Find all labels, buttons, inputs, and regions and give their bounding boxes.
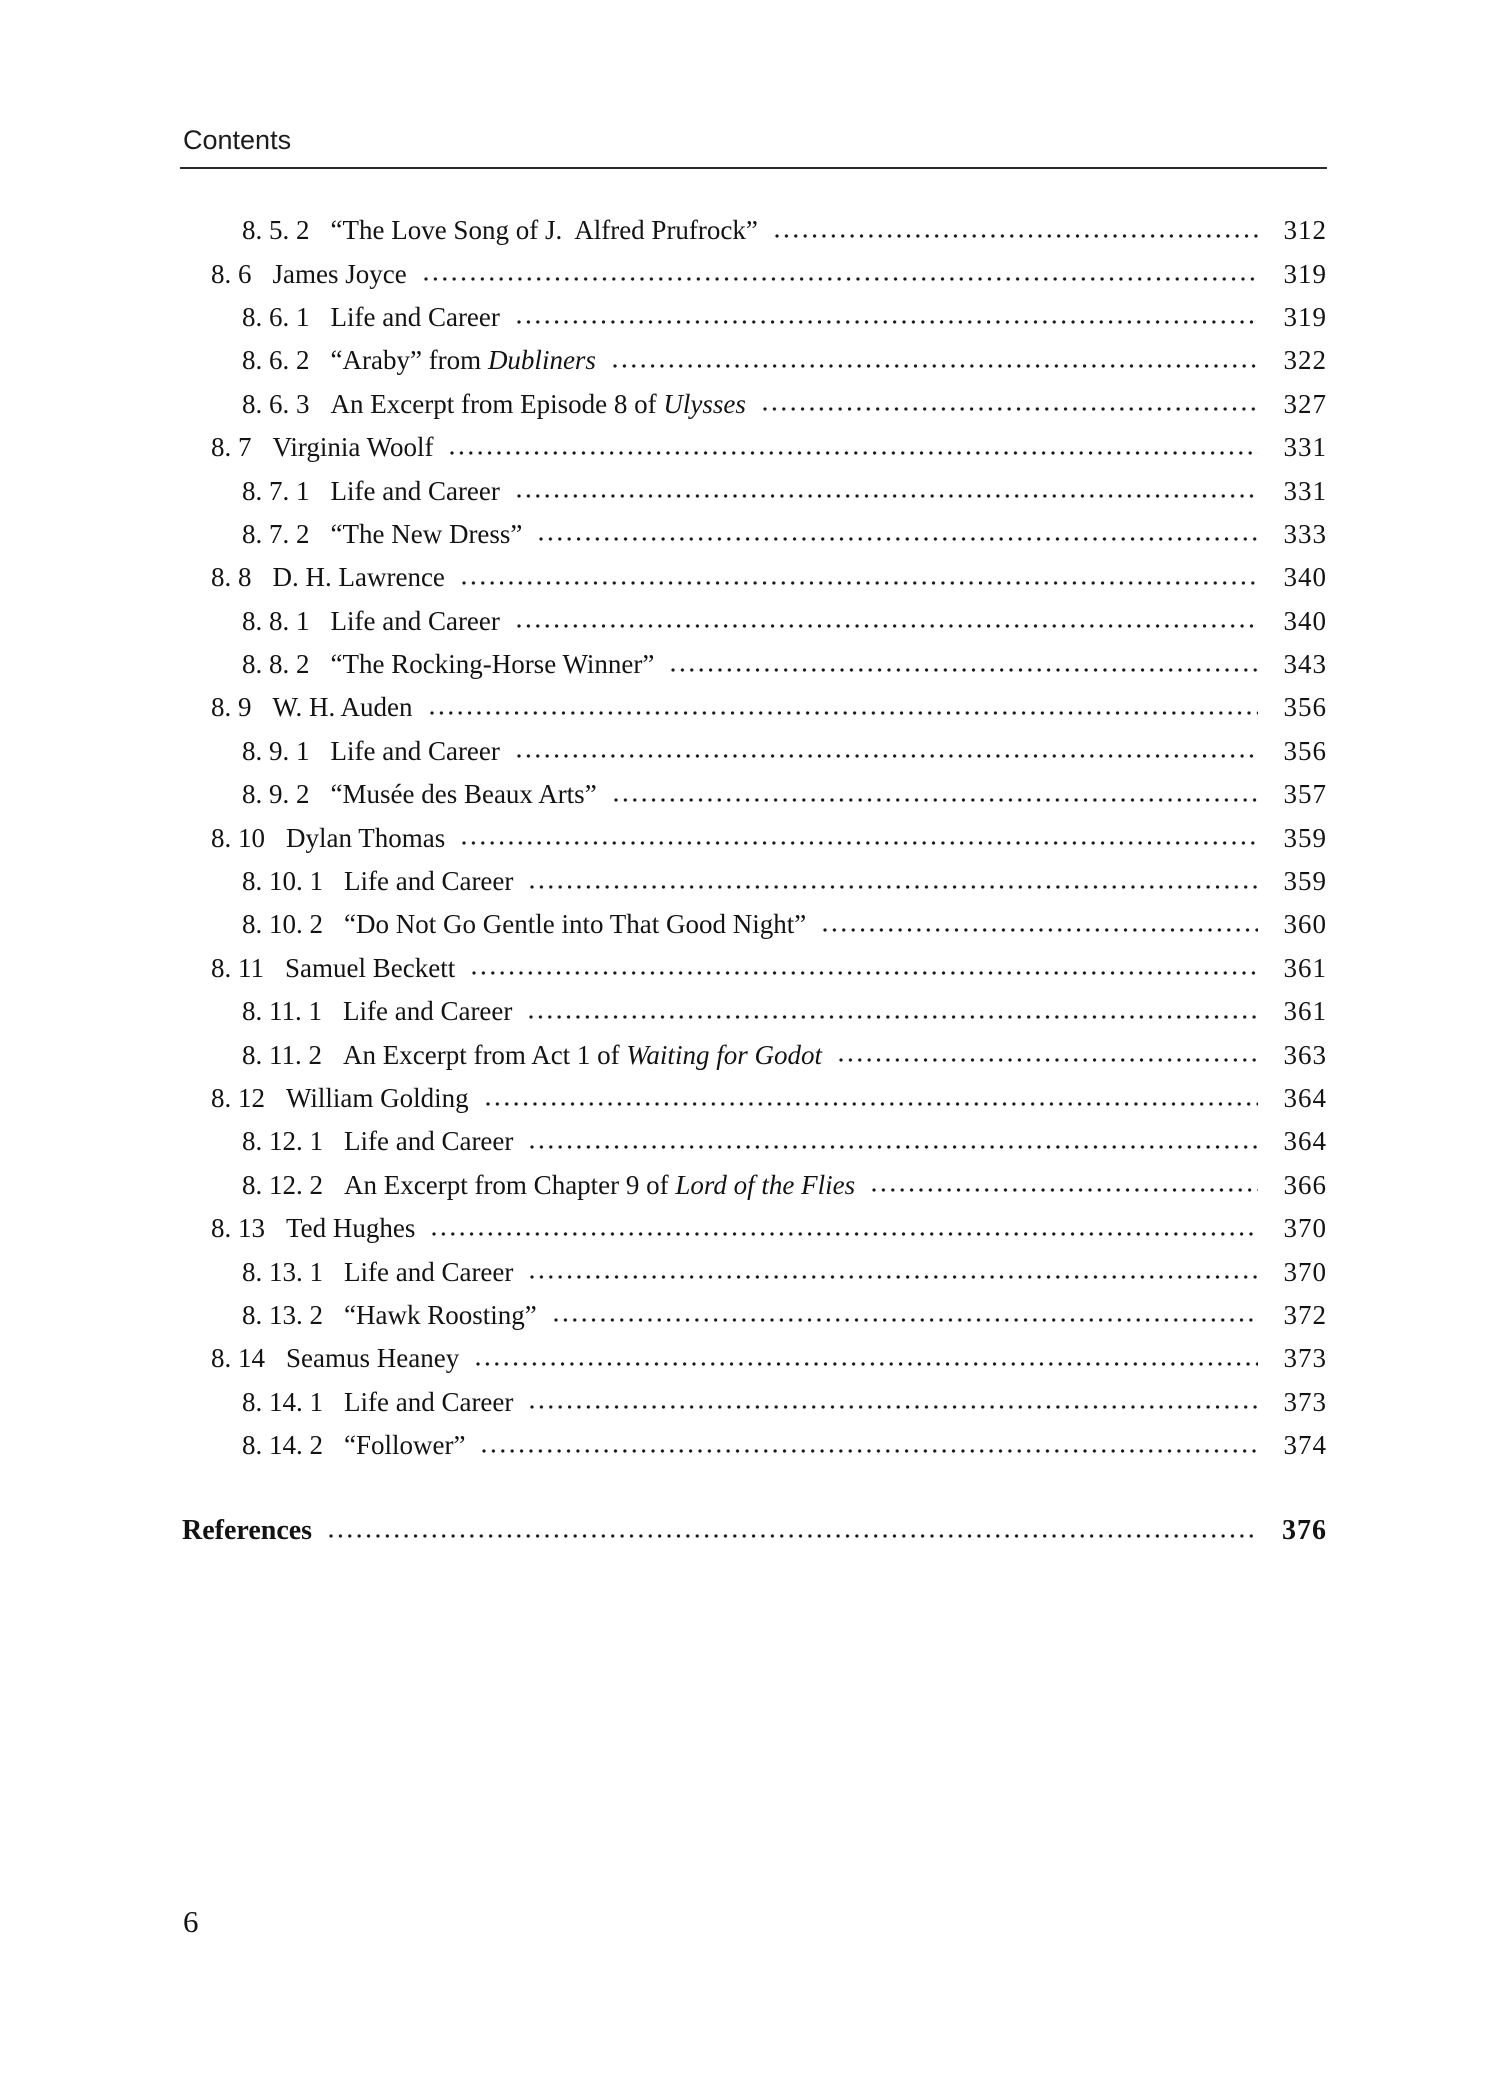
- entry-number: 8. 9: [211, 692, 252, 723]
- entry-page-number: 319: [1283, 301, 1327, 332]
- entry-number: 8. 11. 1: [242, 996, 322, 1027]
- entry-number: 8. 9. 2: [242, 779, 310, 810]
- entry-title-text: Life and Career: [344, 1126, 514, 1157]
- dot-leader: [517, 320, 1258, 324]
- entry-page-number: 364: [1283, 1126, 1327, 1157]
- toc-entry: [180, 426, 1327, 469]
- entry-title-text: Life and Career: [330, 301, 500, 332]
- dot-leader: [430, 711, 1259, 715]
- entry-page-number: 356: [1283, 735, 1327, 766]
- dot-leader: [613, 364, 1258, 368]
- entry-title-text: William Golding: [286, 1083, 469, 1113]
- entry-number: 8. 14. 2: [242, 1430, 323, 1461]
- entry-page-number: 322: [1283, 345, 1327, 376]
- entry-number: 8. 6. 2: [242, 345, 310, 376]
- dot-leader: [329, 1534, 1258, 1538]
- entry-title: [273, 564, 445, 591]
- entry-title-text: Life and Career: [344, 1256, 514, 1287]
- entry-page-number: 359: [1283, 866, 1327, 897]
- entry-number: 8. 13. 2: [242, 1299, 323, 1330]
- toc-entry: [180, 773, 1327, 816]
- entry-title-italic-part: Waiting for Godot: [626, 1039, 822, 1070]
- entry-title: [330, 735, 500, 766]
- entry-number: 8. 6: [211, 258, 252, 289]
- entry-title: [344, 911, 806, 938]
- entry-title-text: Life and Career: [344, 1386, 514, 1417]
- dot-leader: [823, 928, 1258, 932]
- toc-entry: [180, 1033, 1327, 1076]
- toc-entry: [180, 730, 1327, 773]
- toc-entry-references: [180, 1509, 1327, 1552]
- entry-title-text: Virginia Woolf: [272, 432, 434, 463]
- entry-number: 8. 11. 2: [242, 1039, 322, 1070]
- toc-entry: [180, 383, 1327, 426]
- entry-number: 8. 14. 1: [242, 1386, 323, 1417]
- dot-leader: [614, 798, 1258, 802]
- entry-number: 8. 8: [211, 562, 252, 593]
- entry-number: 8. 10. 2: [242, 909, 323, 940]
- entry-page-number: 372: [1283, 1299, 1327, 1330]
- entry-title-text: An Excerpt from Chapter 9 of: [344, 1169, 676, 1200]
- dot-leader: [775, 234, 1258, 238]
- entry-title: [344, 1432, 465, 1459]
- toc-entry: [180, 686, 1327, 729]
- entry-page-number: 373: [1283, 1343, 1327, 1374]
- toc-entry: [180, 1207, 1327, 1250]
- entry-page-number: 327: [1283, 388, 1327, 419]
- toc-entry: [180, 1337, 1327, 1380]
- entry-title: [273, 434, 434, 461]
- entry-title-text: “Araby” from: [330, 345, 488, 376]
- dot-leader: [839, 1058, 1258, 1062]
- entry-number: 8. 6. 1: [242, 301, 310, 332]
- entry-number: 8. 7. 2: [242, 518, 310, 549]
- entry-title-text: Life and Career: [343, 996, 513, 1027]
- entry-page-number: 331: [1283, 475, 1327, 506]
- toc-entry: [180, 1381, 1327, 1424]
- entry-page-number: 363: [1283, 1039, 1327, 1070]
- entry-title-text: “The Love Song of J. Alfred Prufrock”: [330, 215, 758, 246]
- toc-entry: [180, 1077, 1327, 1120]
- entry-title-text: “Follower”: [344, 1430, 466, 1461]
- entry-number: 8. 7. 1: [242, 475, 310, 506]
- header-rule: [180, 167, 1327, 169]
- entry-number: 8. 8. 1: [242, 605, 310, 636]
- entry-title-text: “Do Not Go Gentle into That Good Night”: [344, 909, 807, 940]
- entry-title: [330, 388, 746, 419]
- entry-page-number: 340: [1283, 605, 1327, 636]
- entry-title: [182, 1517, 312, 1545]
- entry-title: [344, 1256, 514, 1287]
- entry-title: [331, 217, 758, 244]
- entry-title-text: An Excerpt from Act 1 of: [343, 1039, 627, 1070]
- entry-title-text: “Hawk Roosting”: [344, 1299, 537, 1330]
- toc-entry: [180, 947, 1327, 990]
- dot-leader: [529, 1015, 1258, 1019]
- entry-number: 8. 14: [211, 1343, 265, 1374]
- entry-number: 8. 7: [211, 432, 252, 463]
- page-number: 6: [183, 1904, 199, 1939]
- toc-entry: [180, 860, 1327, 903]
- dot-leader: [482, 1449, 1258, 1453]
- dot-leader: [517, 494, 1258, 498]
- toc-entry: [180, 903, 1327, 946]
- entry-number: 8. 13. 1: [242, 1256, 323, 1287]
- entry-title: [343, 1039, 822, 1070]
- toc-list: [180, 209, 1327, 1553]
- toc-entry: [180, 1250, 1327, 1293]
- entry-title: [286, 1345, 459, 1372]
- toc-entry: [180, 339, 1327, 382]
- entry-title-text: Life and Career: [330, 605, 500, 636]
- entry-title-italic-part: Dubliners: [487, 345, 596, 376]
- toc-entry: [180, 1424, 1327, 1467]
- entry-page-number: 333: [1283, 518, 1327, 549]
- entry-page-number: 340: [1283, 562, 1327, 593]
- entry-title-text: Dylan Thomas: [286, 822, 446, 853]
- toc-entry: [180, 600, 1327, 643]
- entry-page-number: 331: [1283, 432, 1327, 463]
- dot-leader: [530, 1145, 1258, 1149]
- entry-title-text: Life and Career: [330, 475, 500, 506]
- entry-title-text: “The New Dress”: [330, 518, 523, 549]
- entry-title: [331, 347, 596, 374]
- entry-title-text: James Joyce: [272, 258, 407, 289]
- entry-number: 8. 10: [211, 822, 265, 853]
- entry-title-text: D. H. Lawrence: [272, 562, 445, 593]
- entry-number: 8. 5. 2: [242, 215, 310, 246]
- entry-title: [285, 952, 456, 983]
- entry-number: 8. 6. 3: [242, 388, 310, 419]
- entry-title-italic-part: Ulysses: [663, 388, 746, 419]
- entry-title: [330, 475, 500, 506]
- toc-entry: [180, 643, 1327, 686]
- entry-page-number: 374: [1283, 1430, 1327, 1461]
- entry-page-number: 366: [1283, 1169, 1327, 1200]
- entry-page-number: 360: [1283, 909, 1327, 940]
- entry-page-number: 376: [1282, 1515, 1327, 1547]
- entry-title-text: References: [182, 1515, 313, 1547]
- toc-entry: [180, 252, 1327, 295]
- toc-entry: [180, 1164, 1327, 1207]
- entry-title: [286, 822, 446, 853]
- entry-page-number: 356: [1283, 692, 1327, 723]
- entry-number: 8. 12: [211, 1083, 265, 1113]
- toc-entry: [180, 296, 1327, 339]
- entry-page-number: 370: [1283, 1256, 1327, 1287]
- entry-page-number: 343: [1283, 649, 1327, 680]
- entry-title: [286, 1085, 469, 1112]
- entry-title: [331, 781, 597, 808]
- entry-title: [344, 868, 513, 895]
- entry-page-number: 361: [1283, 996, 1327, 1027]
- entry-page-number: 373: [1283, 1386, 1327, 1417]
- dot-leader: [671, 668, 1258, 672]
- entry-title: [272, 258, 407, 289]
- entry-title: [344, 1299, 537, 1330]
- entry-title-text: Seamus Heaney: [286, 1343, 460, 1374]
- entry-title: [286, 1215, 415, 1242]
- toc-entry: [180, 1294, 1327, 1337]
- dot-leader: [763, 407, 1258, 411]
- running-head: Contents: [183, 125, 292, 155]
- entry-title-text: Life and Career: [330, 735, 500, 766]
- entry-page-number: 364: [1283, 1083, 1327, 1113]
- entry-title-text: An Excerpt from Episode 8 of: [330, 388, 664, 419]
- entry-title: [331, 651, 655, 678]
- entry-title: [330, 605, 500, 636]
- entry-page-number: 319: [1283, 258, 1327, 289]
- entry-title: [330, 301, 500, 332]
- dot-leader: [554, 1318, 1258, 1322]
- dot-leader: [486, 1102, 1258, 1106]
- entry-page-number: 357: [1283, 779, 1327, 810]
- entry-number: 8. 11: [211, 952, 264, 983]
- entry-title-text: Samuel Beckett: [285, 952, 456, 983]
- entry-title-text: W. H. Auden: [272, 692, 413, 723]
- dot-leader: [530, 1405, 1258, 1409]
- entry-title: [344, 1386, 514, 1417]
- toc-entry: [180, 1120, 1327, 1163]
- entry-title: [273, 694, 413, 721]
- entry-title-text: Life and Career: [344, 866, 514, 897]
- entry-page-number: 370: [1283, 1213, 1327, 1244]
- entry-number: 8. 8. 2: [242, 649, 310, 680]
- entry-title: [344, 1128, 513, 1155]
- toc-entry: [180, 513, 1327, 556]
- toc-entry: [180, 816, 1327, 859]
- entry-title-text: Ted Hughes: [286, 1213, 416, 1244]
- dot-leader: [432, 1232, 1258, 1236]
- dot-leader: [424, 277, 1258, 281]
- entry-title: [343, 998, 512, 1025]
- toc-entry: [180, 209, 1327, 252]
- dot-leader: [517, 754, 1258, 758]
- dot-leader: [476, 1362, 1258, 1366]
- toc-entry: [180, 990, 1327, 1033]
- dot-leader: [530, 1275, 1258, 1279]
- entry-number: 8. 9. 1: [242, 735, 310, 766]
- entry-page-number: 312: [1283, 215, 1327, 246]
- dot-leader: [530, 885, 1258, 889]
- entry-title-text: “Musée des Beaux Arts”: [330, 779, 597, 810]
- dot-leader: [539, 537, 1258, 541]
- entry-number: 8. 12. 2: [242, 1169, 323, 1200]
- entry-number: 8. 13: [211, 1213, 265, 1244]
- entry-page-number: 359: [1283, 822, 1327, 853]
- entry-page-number: 361: [1283, 952, 1327, 983]
- entry-title: [344, 1169, 856, 1200]
- entry-title-italic-part: Lord of the Flies: [675, 1169, 856, 1200]
- dot-leader: [462, 581, 1258, 585]
- toc-entry: [180, 469, 1327, 512]
- toc-entry: [180, 556, 1327, 599]
- entry-number: 8. 12. 1: [242, 1126, 323, 1157]
- dot-leader: [517, 624, 1258, 628]
- entry-title-text: “The Rocking-Horse Winner”: [330, 649, 655, 680]
- dot-leader: [472, 971, 1258, 975]
- dot-leader: [872, 1188, 1258, 1192]
- dot-leader: [462, 841, 1258, 845]
- entry-number: 8. 10. 1: [242, 866, 323, 897]
- dot-leader: [450, 451, 1258, 455]
- entry-title: [330, 518, 523, 549]
